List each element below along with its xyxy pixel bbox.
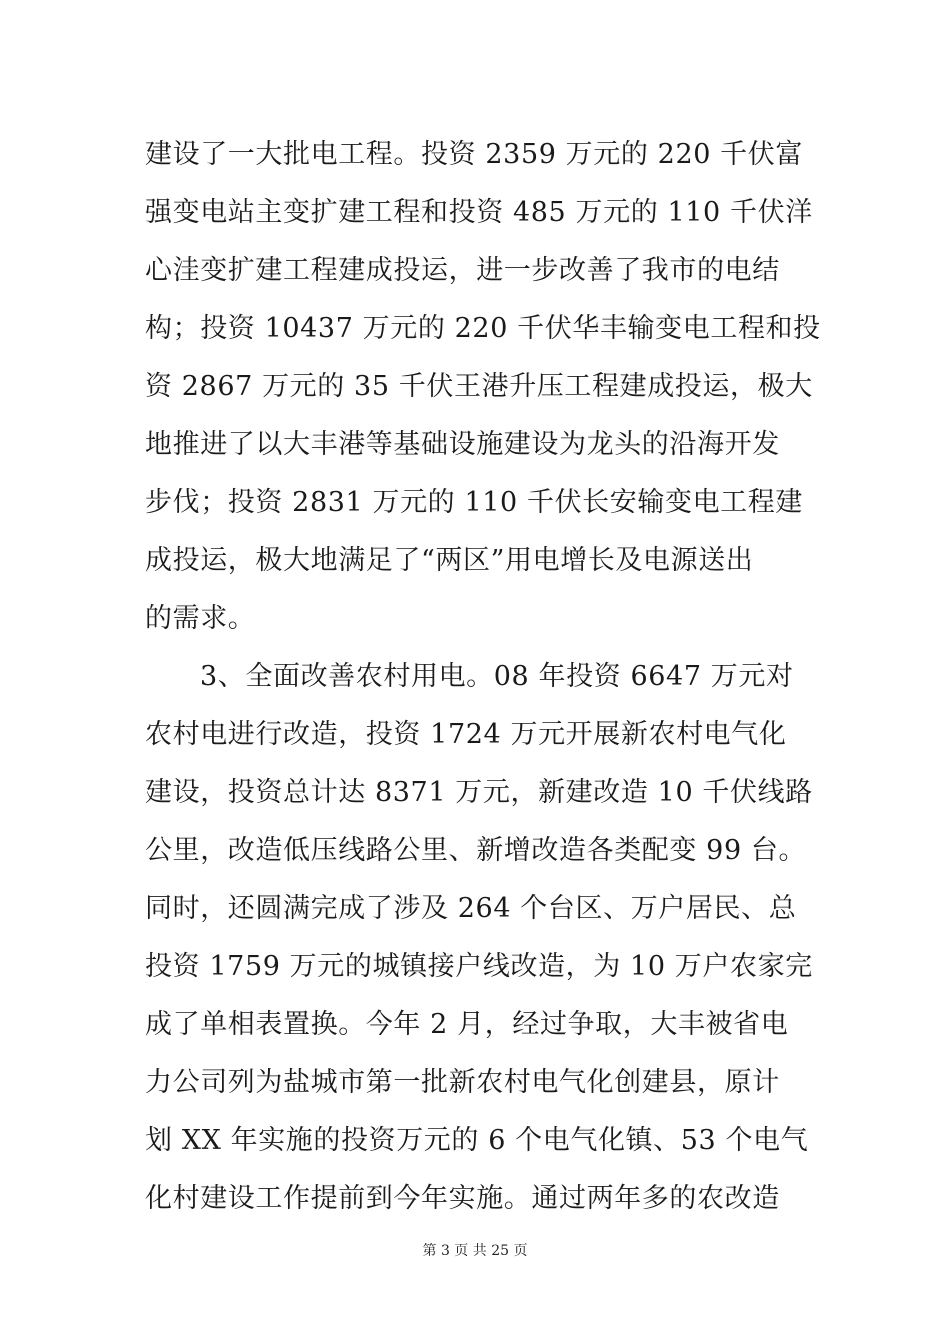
text-line: 建设了一大批电工程。投资 2359 万元的 220 千伏富: [145, 139, 803, 170]
text-line: 公里，改造低压线路公里、新增改造各类配变 99 台。: [145, 835, 807, 866]
text-line: 农村电进行改造，投资 1724 万元开展新农村电气化: [145, 719, 787, 750]
page-number-footer: 第 3 页 共 25 页: [422, 1243, 528, 1259]
text-line: 资 2867 万元的 35 千伏王港升压工程建成投运，极大: [145, 371, 813, 402]
text-line: 步伐；投资 2831 万元的 110 千伏长安输变电工程建: [145, 487, 803, 518]
text-line: 心洼变扩建工程建成投运，进一步改善了我市的电结: [145, 255, 780, 286]
paragraph-start-line: 3、全面改善农村用电。08 年投资 6647 万元对: [200, 661, 794, 692]
text-line: 地推进了以大丰港等基础设施建设为龙头的沿海开发: [145, 429, 780, 460]
text-line: 划 XX 年实施的投资万元的 6 个电气化镇、53 个电气: [145, 1125, 809, 1156]
text-line: 化村建设工作提前到今年实施。通过两年多的农改造: [145, 1183, 780, 1214]
text-line: 强变电站主变扩建工程和投资 485 万元的 110 千伏洋: [145, 197, 813, 228]
text-line: 同时，还圆满完成了涉及 264 个台区、万户居民、总: [145, 893, 797, 924]
text-line: 成了单相表置换。今年 2 月，经过争取，大丰被省电: [145, 1009, 789, 1040]
text-line: 建设，投资总计达 8371 万元，新建改造 10 千伏线路: [145, 777, 813, 808]
text-line: 成投运，极大地满足了“两区”用电增长及电源送出: [145, 545, 754, 576]
text-line: 的需求。: [145, 603, 256, 634]
text-line: 力公司列为盐城市第一批新农村电气化创建县，原计: [145, 1067, 780, 1098]
text-line: 投资 1759 万元的城镇接户线改造，为 10 万户农家完: [145, 951, 813, 982]
text-line: 构；投资 10437 万元的 220 千伏华丰输变电工程和投: [145, 313, 821, 344]
